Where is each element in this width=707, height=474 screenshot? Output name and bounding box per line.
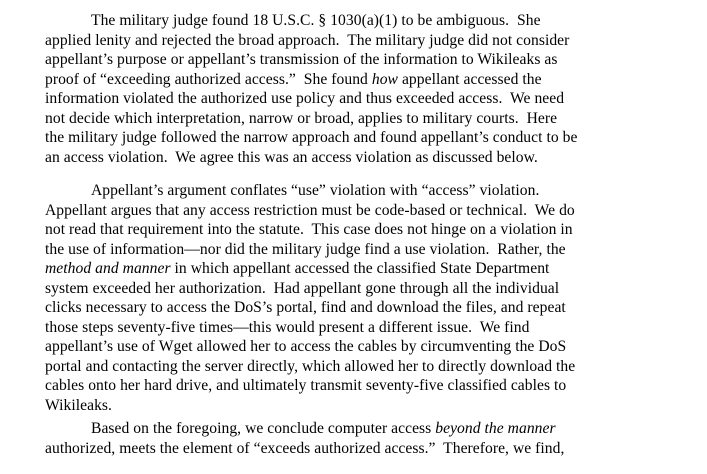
- text-segment: an access violation. We agree this was an access violation as discussed below.: [45, 148, 538, 166]
- text-segment: those steps seventy-five times—this would present a different issue. We find: [45, 318, 530, 336]
- text-segment: authorized, meets the element of “exceeds authorized access.” Therefore, we find,: [45, 439, 565, 457]
- text-line: [45, 298, 675, 318]
- text-line: [45, 181, 675, 201]
- text-line: [45, 201, 675, 221]
- text-line: [45, 50, 675, 70]
- text-segment: appellant’s use of Wget allowed her to access the cables by circumventing the DoS: [45, 338, 567, 355]
- text-segment: appellant accessed the: [398, 70, 542, 88]
- paragraph-2: [45, 181, 675, 415]
- text-segment: the military judge followed the narrow approach and found appellant’s conduct to be: [45, 129, 578, 146]
- text-line: [45, 396, 675, 416]
- text-line: [45, 357, 675, 377]
- text-segment: information violated the authorized use policy and thus exceeded access. We need: [45, 90, 565, 107]
- text-line: [45, 11, 675, 31]
- text-segment: clicks necessary to access the DoS’s portal, find and download the files, and repeat: [45, 299, 566, 316]
- italic-text: how: [371, 70, 399, 88]
- text-segment: applied lenity and rejected the broad approach. The military judge did not consider: [45, 31, 570, 49]
- text-segment: Appellant’s argument conflates “use” violation with “access” violation.: [91, 182, 540, 199]
- text-segment: portal and contacting the server directly, which allowed her to directly download the: [45, 357, 576, 375]
- text-line: [45, 220, 675, 240]
- text-line: [45, 279, 675, 299]
- italic-text: method and manner: [45, 260, 171, 277]
- text-line: [45, 70, 675, 90]
- text-line: [45, 419, 675, 439]
- text-segment: The military judge found 18 U.S.C. § 1030(a)(1) to be ambiguous. She: [91, 12, 541, 29]
- text-segment: Wikileaks.: [45, 396, 112, 414]
- text-line: [45, 259, 675, 279]
- text-line: [45, 318, 675, 338]
- paragraph-1: [45, 11, 675, 167]
- text-segment: Appellant argues that any access restriction must be code-based or technical. We do: [45, 201, 575, 219]
- text-segment: not read that requirement into the statute. This case does not hinge on a violation in: [45, 221, 573, 238]
- text-segment: appellant’s purpose or appellant’s transmission of the information to Wikileaks as: [45, 51, 558, 68]
- text-line: [45, 148, 675, 168]
- text-segment: cables onto her hard drive, and ultimately transmit seventy-five classified cables to: [45, 377, 567, 394]
- text-line: [45, 109, 675, 129]
- text-line: [45, 31, 675, 51]
- text-segment: in which appellant accessed the classified State Department: [170, 260, 550, 277]
- text-line: [45, 439, 675, 459]
- text-segment: the use of information—nor did the military judge find a use violation. Rather, the: [45, 240, 566, 258]
- text-line: [45, 128, 675, 148]
- paragraph-3: [45, 419, 675, 458]
- text-line: [45, 240, 675, 260]
- text-segment: system exceeded her authorization. Had appellant gone through all the individual: [45, 279, 560, 297]
- text-segment: proof of “exceeding authorized access.” She found: [45, 70, 372, 88]
- text-segment: Based on the foregoing, we conclude computer access: [91, 420, 436, 437]
- text-line: [45, 89, 675, 109]
- italic-text: beyond the manner: [435, 420, 556, 437]
- text-line: [45, 337, 675, 357]
- text-segment: not decide which interpretation, narrow or broad, applies to military courts. Here: [45, 109, 558, 127]
- text-line: [45, 376, 675, 396]
